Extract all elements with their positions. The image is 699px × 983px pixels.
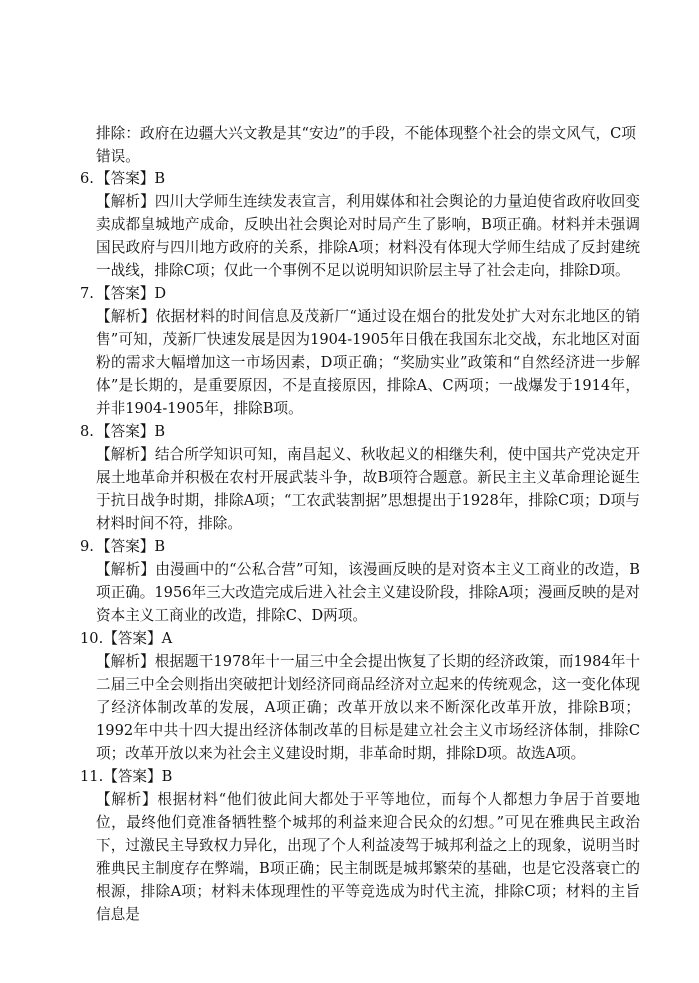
answer-text: 【答案】B xyxy=(103,768,173,785)
question-number: 7. xyxy=(80,285,94,302)
answer-line xyxy=(80,282,640,305)
explanation-paragraph: 【解析】由漫画中的“公私合营”可知，该漫画反映的是对资本主义工商业的改造，B项正确。1956年三大改造完成后进入社会主义建设阶段，排除A项；漫画反映的是对资本主义工商业的改造，排除C、D两项。 xyxy=(96,561,640,624)
answer-text: 【答案】B xyxy=(96,538,166,555)
answer-block-8 xyxy=(80,420,640,535)
question-number: 6. xyxy=(80,170,94,187)
answer-block-6 xyxy=(80,167,640,282)
explanation-paragraph: 【解析】依据材料的时间信息及茂新厂“通过设在烟台的批发处扩大对东北地区的销售”可知，茂新厂快速发展是因为1904-1905年日俄在我国东北交战，东北地区对面粉的需求大幅增加这一市场因素，D项正确；“奖励实业”政策和“自然经济进一步解体”是长期的，是重要原因，不是直接原因，排除A、C两项；一战爆发于1914年，并非1904-1905年，排除B项。 xyxy=(96,308,640,417)
explanation-paragraph: 【解析】四川大学师生连续发表宣言，利用媒体和社会舆论的力量迫使省政府收回变卖成都皇城地产成命，反映出社会舆论对时局产生了影响，B项正确。材料并未强调国民政府与四川地方政府的关系，排除A项；材料没有体现大学师生结成了反封建统一战线，排除C项；仅此一个事例不足以说明知识阶层主导了社会走向，排除D项。 xyxy=(96,193,640,279)
explanation-paragraph: 【解析】根据材料“他们彼此间大都处于平等地位，而每个人都想力争居于首要地位，最终他们竟准备牺牲整个城邦的利益来迎合民众的幻想。”可见在雅典民主政治下，过激民主导致权力异化，出现了个人利益凌驾于城邦利益之上的现象，说明当时雅典民主制度存在弊端，B项正确；民主制既是城邦繁荣的基础，也是它没落衰亡的根源，排除A项；材料未体现理性的平等竞选成为时代主流，排除C项；材料的主旨信息是 xyxy=(96,791,640,923)
intro-paragraph: 排除：政府在边疆大兴文教是其“安边”的手段，不能体现整个社会的崇文风气，C项错误。 xyxy=(96,125,636,165)
answer-line xyxy=(80,167,640,190)
explanation-paragraph: 【解析】根据题干1978年十一届三中全会提出恢复了长期的经济政策，而1984年十二届三中全会则指出突破把计划经济同商品经济对立起来的传统观念，这一变化体现了经济体制改革的发展，A项正确；改革开放以来不断深化改革开放，排除B项；1992年中共十四大提出经济体制改革的目标是建立社会主义市场经济体制，排除C项；改革开放以来为社会主义建设时期，非革命时期，排除D项。故选A项。 xyxy=(96,653,640,762)
answer-line xyxy=(80,420,640,443)
question-number: 10. xyxy=(80,630,104,647)
answer-block-11 xyxy=(80,765,640,926)
answer-line xyxy=(80,535,640,558)
answer-block-10 xyxy=(80,627,640,765)
question-number: 9. xyxy=(80,538,94,555)
explanation-paragraph: 【解析】结合所学知识可知，南昌起义、秋收起义的相继失利，使中国共产党决定开展土地革命并积极在农村开展武装斗争，故B项符合题意。新民主主义革命理论诞生于抗日战争时期，排除A项；“工农武装割据”思想提出于1928年，排除C项；D项与材料时间不符，排除。 xyxy=(96,446,640,532)
answer-text: 【答案】D xyxy=(96,285,167,302)
answer-block-7 xyxy=(80,282,640,420)
answer-line xyxy=(80,765,640,788)
answer-line xyxy=(80,627,640,650)
question-number: 8. xyxy=(80,423,94,440)
answer-text: 【答案】B xyxy=(96,170,166,187)
answer-block-9 xyxy=(80,535,640,627)
answer-text: 【答案】A xyxy=(103,630,173,647)
answer-text: 【答案】B xyxy=(96,423,166,440)
question-number: 11. xyxy=(80,768,104,785)
